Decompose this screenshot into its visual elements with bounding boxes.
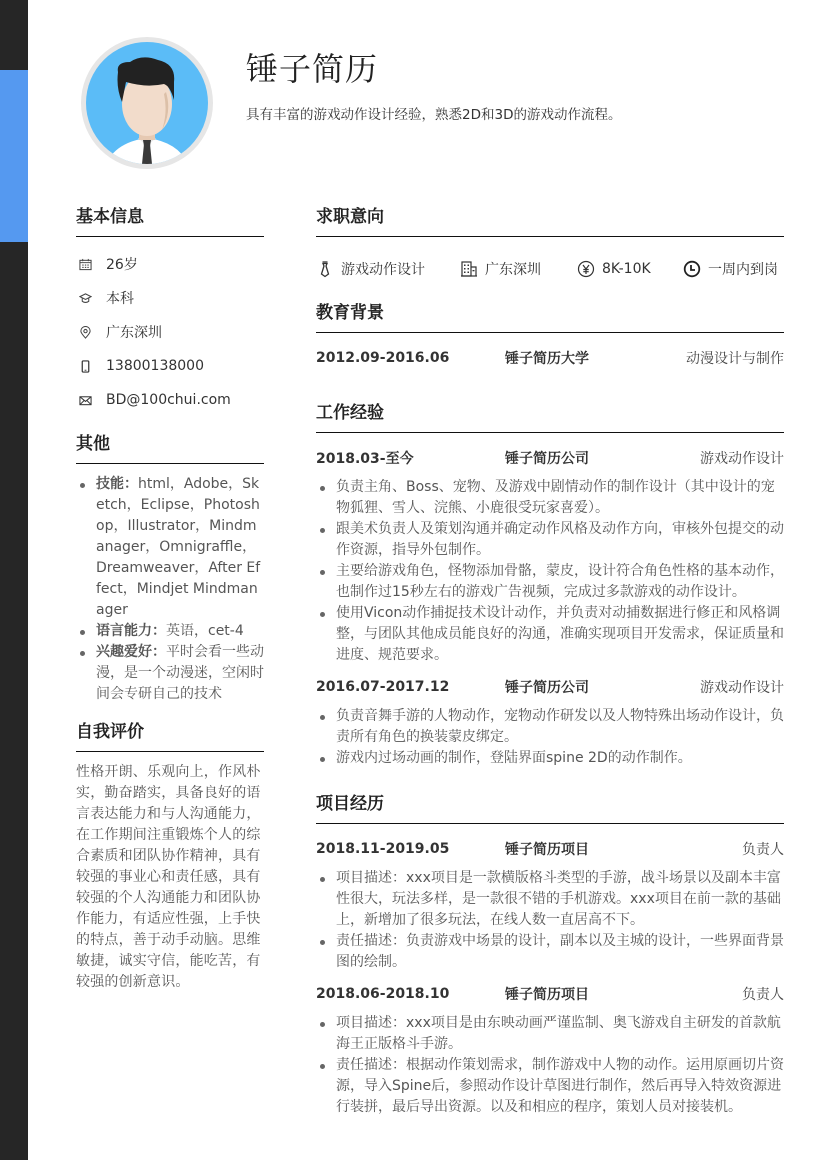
other-text: html，Adobe，Sketch，Eclipse，Photoshop，Illustrator，Mindmanager，Omnigraffle，Dreamweaver，After Effect，Mindjet Mindmanager xyxy=(96,476,261,618)
work-entry-head xyxy=(316,448,784,468)
intent-salary xyxy=(577,260,683,278)
project-entry-bullets xyxy=(316,868,784,973)
intent-position xyxy=(316,259,460,279)
entry-school: 锤子简历大学 xyxy=(505,351,589,367)
work-bullet: 负责音舞手游的人物动作，宠物动作研发以及人物特殊出场动作设计，负责所有角色的换装蒙皮绑定。 xyxy=(316,706,784,748)
job-intent-section xyxy=(316,202,784,284)
info-text: 13800138000 xyxy=(106,358,204,374)
section-title-basic-info: 基本信息 xyxy=(76,202,264,237)
basic-info-list xyxy=(76,247,264,417)
project-entry-head xyxy=(316,984,784,1004)
intent-text: 广东深圳 xyxy=(485,262,541,278)
envelope-icon xyxy=(76,391,94,409)
entry-role: 负责人 xyxy=(742,842,784,858)
intent-text: 一周内到岗 xyxy=(708,262,778,278)
entry-role: 游戏动作设计 xyxy=(700,451,784,467)
avatar xyxy=(81,37,213,169)
project-bullet: 项目描述：xxx项目是一款横版格斗类型的手游，战斗场景以及副本丰富性很大，玩法多样，是一款很不错的手机游戏。xxx项目在前一款的基础上，新增加了很多玩法，在线人数一直居高不下。 xyxy=(316,868,784,931)
work-bullet: 主要给游戏角色，怪物添加骨骼，蒙皮，设计符合角色性格的基本动作，也制作过15秒左右的游戏广告视频，完成过多款游戏的动作设计。 xyxy=(316,561,784,603)
entry-date: 2018.06-2018.10 xyxy=(316,986,450,1002)
project-bullet: 责任描述：负责游戏中场景的设计，副本以及主城的设计，一些界面背景图的绘制。 xyxy=(316,931,784,973)
section-title-job-intent: 求职意向 xyxy=(316,202,784,237)
section-title-self-eval: 自我评价 xyxy=(76,717,264,752)
project-bullet: 项目描述：xxx项目是由东映动画严谨监制、奥飞游戏自主研发的首款航海王正版格斗手游。 xyxy=(316,1013,784,1055)
work-bullet: 跟美术负责人及策划沟通并确定动作风格及动作方向，审核外包提交的动作资源，指导外包制作。 xyxy=(316,519,784,561)
other-label: 语言能力： xyxy=(96,623,166,639)
education-entry xyxy=(316,348,784,368)
yen-icon xyxy=(577,260,595,278)
work-entry-bullets xyxy=(316,706,784,769)
basic-info-section xyxy=(76,202,264,417)
intent-availability xyxy=(683,259,778,279)
other-list xyxy=(76,474,264,705)
project-entry-head xyxy=(316,839,784,859)
intent-text: 游戏动作设计 xyxy=(341,262,425,278)
entry-role: 负责人 xyxy=(742,987,784,1003)
other-item-hobbies xyxy=(76,642,264,705)
work-entry-bullets xyxy=(316,477,784,666)
entry-project: 锤子简历项目 xyxy=(505,987,589,1003)
work-bullet: 游戏内过场动画的制作，登陆界面spine 2D的动作制作。 xyxy=(316,748,784,769)
left-column xyxy=(76,202,264,993)
entry-role: 游戏动作设计 xyxy=(700,680,784,696)
entry-date: 2018.11-2019.05 xyxy=(316,841,450,857)
entry-company: 锤子简历公司 xyxy=(505,680,589,696)
section-title-education: 教育背景 xyxy=(316,298,784,333)
section-title-other: 其他 xyxy=(76,429,264,464)
mobile-phone-icon xyxy=(76,357,94,375)
project-bullet: 责任描述：根据动作策划需求，制作游戏中人物的动作。运用原画切片资源，导入Spine后，参照动作设计草图进行制作，然后再导入特效资源进行装拼，最后导出资源。以及和相应的程序，策划人员对接装机。 xyxy=(316,1055,784,1118)
calendar-icon xyxy=(76,255,94,273)
other-item-language xyxy=(76,621,264,642)
info-text: 26岁 xyxy=(106,257,138,273)
info-text: BD@100chui.com xyxy=(106,392,231,408)
entry-date: 2012.09-2016.06 xyxy=(316,350,450,366)
project-entry-bullets xyxy=(316,1013,784,1118)
clock-icon xyxy=(683,260,701,278)
avatar-illustration-icon xyxy=(86,42,208,164)
side-accent-bar xyxy=(0,70,28,242)
section-title-work: 工作经验 xyxy=(316,398,784,433)
section-title-projects: 项目经历 xyxy=(316,789,784,824)
work-entry-head xyxy=(316,677,784,697)
location-pin-icon xyxy=(76,323,94,341)
other-item-skills xyxy=(76,474,264,621)
info-item-degree xyxy=(76,281,264,315)
other-label: 技能： xyxy=(96,476,138,492)
work-bullet: 负责主角、Boss、宠物、及游戏中剧情动作的制作设计（其中设计的宠物狐狸、雪人、浣熊、小鹿很受玩家喜爱）。 xyxy=(316,477,784,519)
job-intent-row xyxy=(316,254,784,284)
self-eval-text: 性格开朗、乐观向上，作风朴实，勤奋踏实，具备良好的语言表达能力和与人沟通能力，在工作期间注重锻炼个人的综合素质和团队协作精神，具有较强的事业心和责任感，具有较强的个人沟通能力和团队协作能力，有适应性强，上手快的特点，善于动手动脑。思维敏捷，诚实守信，能吃苦，有较强的创新意识。 xyxy=(76,764,261,990)
projects-section xyxy=(316,789,784,1118)
other-label: 兴趣爱好： xyxy=(96,644,166,660)
self-eval-section xyxy=(76,717,264,993)
right-column xyxy=(316,202,784,1118)
info-text: 本科 xyxy=(106,291,134,307)
graduation-cap-icon xyxy=(76,289,94,307)
entry-major: 动漫设计与制作 xyxy=(686,351,784,367)
education-section xyxy=(316,298,784,368)
info-item-age xyxy=(76,247,264,281)
info-item-location xyxy=(76,315,264,349)
work-section xyxy=(316,398,784,769)
intent-city xyxy=(460,259,577,279)
other-section xyxy=(76,429,264,705)
building-icon xyxy=(460,260,478,278)
intent-text: 8K-10K xyxy=(602,261,651,277)
entry-date: 2016.07-2017.12 xyxy=(316,679,450,695)
other-text: 平时会看一些动漫，是一个动漫迷，空闲时间会专研自己的技术 xyxy=(96,644,264,702)
work-bullet: 使用Vicon动作捕捉技术设计动作，并负责对动捕数据进行修正和风格调整，与团队其他成员能良好的沟通，准确实现项目开发需求，保证质量和进度、规范要求。 xyxy=(316,603,784,666)
entry-project: 锤子简历项目 xyxy=(505,842,589,858)
resume-tagline: 具有丰富的游戏动作设计经验，熟悉2D和3D的游戏动作流程。 xyxy=(246,107,622,123)
info-item-email xyxy=(76,383,264,417)
other-text: 英语，cet-4 xyxy=(166,623,244,639)
tie-icon xyxy=(316,260,334,278)
info-text: 广东深圳 xyxy=(106,325,162,341)
resume-name: 锤子简历 xyxy=(246,50,379,88)
entry-company: 锤子简历公司 xyxy=(505,451,589,467)
info-item-phone xyxy=(76,349,264,383)
entry-date: 2018.03-至今 xyxy=(316,451,414,467)
